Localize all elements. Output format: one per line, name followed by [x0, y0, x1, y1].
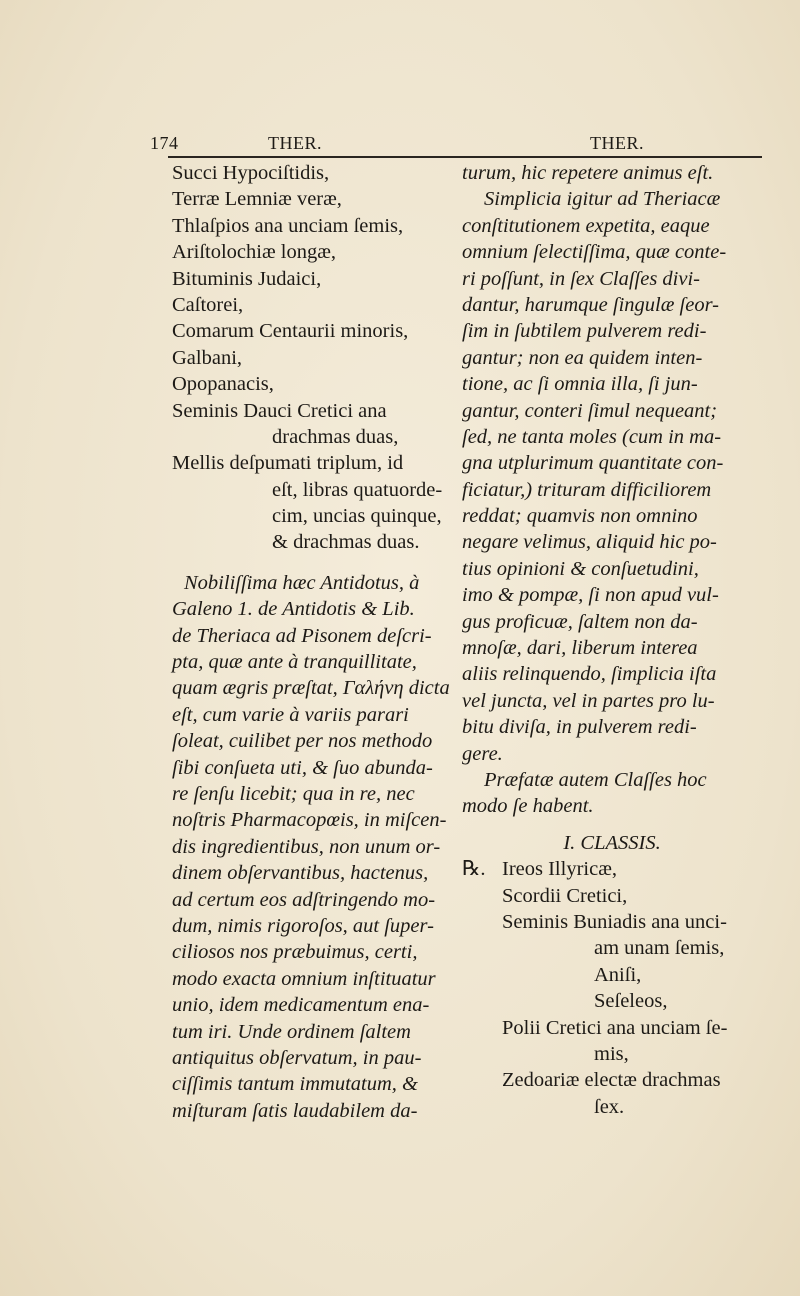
recipe-line: am unam ſemis,: [594, 937, 725, 960]
commentary-line: dum, nimis rigoroſos, aut ſuper-: [172, 914, 434, 937]
commentary-line: unio, idem medicamentum ena-: [172, 994, 430, 1017]
text-line: Simplicia igitur ad Theriacæ: [484, 188, 721, 211]
commentary-line: ciſſimis tantum immutatum, &: [172, 1073, 418, 1096]
text-line: reddat; quamvis non omnino: [462, 505, 698, 528]
text-line: omnium ſelectiſſima, quæ conte-: [462, 241, 727, 264]
paragraph-gap: [172, 556, 444, 570]
commentary-line: Nobiliſſima hæc Antidotus, à: [184, 571, 420, 594]
text-line: ri poſſunt, in ſex Claſſes divi-: [462, 267, 701, 290]
recipe-line: Seminis Dauci Cretici ana: [172, 399, 387, 422]
right-column: [462, 160, 762, 1120]
recipe-list: [172, 160, 444, 556]
text-line: ſim in ſubtilem pulverem redi-: [462, 320, 707, 343]
text-line: gere.: [462, 742, 503, 765]
text-line: turum, hic repetere animus eſt.: [462, 162, 714, 184]
commentary-paragraph: [172, 570, 450, 1124]
text-line: negare velimus, aliquid hic po-: [462, 531, 717, 554]
text-line: ficiatur,) trituram difficiliorem: [462, 478, 712, 501]
commentary-line: dinem obſervantibus, hactenus,: [172, 862, 429, 885]
recipe-line: drachmas duas,: [272, 425, 399, 448]
commentary-line: pta, quæ ante à tranquillitate,: [172, 651, 417, 674]
commentary-line: de Theriaca ad Pisonem deſcri-: [172, 624, 432, 647]
recipe-line: Mellis deſpumati triplum, id: [172, 452, 404, 475]
recipe-line: Seminis Buniadis ana unci-: [502, 910, 727, 933]
text-line: tione, ac ſi omnia illa, ſi jun-: [462, 373, 698, 396]
text-line: vel juncta, vel in partes pro lu-: [462, 689, 715, 712]
running-header: [150, 133, 762, 155]
running-title-right: THER.: [590, 133, 644, 153]
recipe-line: Galbani,: [172, 346, 243, 369]
text-line: gna utplurimum quantitate con-: [462, 452, 724, 475]
commentary-line: Galeno 1. de Antidotis & Lib.: [172, 598, 415, 621]
recipe-line: Ireos Illyricæ,: [502, 858, 617, 881]
commentary-line: re ſenſu licebit; qua in re, nec: [172, 782, 415, 805]
recipe-line: & drachmas duas.: [272, 531, 420, 554]
recipe-line: Bituminis Judaici,: [172, 267, 322, 290]
recipe-line: Thlaſpios ana unciam ſemis,: [172, 214, 404, 237]
recipe-line: Aniſi,: [594, 963, 642, 986]
text-line: conſtitutionem expetita, eaque: [462, 214, 710, 237]
header-rule: [168, 156, 762, 158]
recipe-line: Opopanacis,: [172, 373, 274, 396]
text-line: gus proficuæ, ſaltem non da-: [462, 610, 698, 633]
commentary-line: miſturam ſatis laudabilem da-: [172, 1099, 418, 1122]
recipe-line: ſex.: [594, 1095, 625, 1118]
commentary-line: antiquitus obſervatum, in pau-: [172, 1046, 422, 1069]
recipe-line: Zedoariæ electæ drachmas: [502, 1069, 721, 1092]
text-line: bitu diviſa, in pulverem redi-: [462, 716, 697, 739]
recipe-list: [462, 856, 762, 1120]
recipe-line: Succi Hypociſtidis,: [172, 162, 330, 184]
page-number: 174: [150, 133, 179, 153]
text-line: imo & pompæ, ſi non apud vul-: [462, 584, 719, 607]
text-line: aliis relinquendo, ſimplicia iſta: [462, 663, 717, 686]
text-line: dantur, harumque ſingulæ ſeor-: [462, 293, 719, 316]
text-line: mnoſæ, dari, liberum interea: [462, 637, 698, 660]
text-line: gantur, conteri ſimul nequeant;: [462, 399, 718, 422]
recipe-line: Comarum Centaurii minoris,: [172, 320, 409, 343]
commentary-line: ſibi conſueta uti, & ſuo abunda-: [172, 756, 433, 779]
commentary-line: ciliosos nos præbuimus, certi,: [172, 941, 418, 964]
recipe-line: Ariſtolochiæ longæ,: [172, 241, 336, 264]
text-line: modo ſe habent.: [462, 795, 594, 818]
commentary-line: eſt, cum varie à variis parari: [172, 703, 409, 726]
recipe-line: Seſeleos,: [594, 990, 668, 1013]
recipe-line: cim, uncias quinque,: [272, 505, 442, 528]
commentary-line: ad certum eos adſtringendo mo-: [172, 888, 436, 911]
text-line: Præfatæ autem Claſſes hoc: [484, 768, 707, 791]
text-line: tius opinioni & conſuetudini,: [462, 557, 699, 580]
commentary-line: tum iri. Unde ordinem ſaltem: [172, 1020, 411, 1043]
paragraph-gap: [462, 820, 762, 830]
commentary-line: dis ingredientibus, non unum or-: [172, 835, 441, 858]
left-column: [172, 160, 450, 1124]
recipe-line: Polii Cretici ana unciam ſe-: [502, 1016, 728, 1039]
commentary-line: ſoleat, cuilibet per nos methodo: [172, 730, 433, 753]
recipe-line: mis,: [594, 1042, 629, 1065]
recipe-line: Caſtorei,: [172, 293, 244, 316]
commentary-line: modo exacta omnium inſtituatur: [172, 967, 436, 990]
commentary-line: noſtris Pharmacopœis, in miſcen-: [172, 809, 447, 832]
recipe-line: Scordii Cretici,: [502, 884, 628, 907]
recipe-symbol: ℞.: [462, 858, 486, 881]
intro-paragraph: [462, 160, 762, 820]
running-title-left: THER.: [268, 133, 322, 153]
recipe-line: Terræ Lemniæ veræ,: [172, 188, 342, 211]
recipe-line: eſt, libras quatuorde-: [272, 478, 443, 501]
class-heading: I. CLASSIS.: [563, 831, 661, 854]
text-line: ſed, ne tanta moles (cum in ma-: [462, 425, 722, 448]
text-line: gantur; non ea quidem inten-: [462, 346, 703, 369]
commentary-line: quam ægris præſtat, Γαλήνη dicta: [172, 677, 450, 700]
